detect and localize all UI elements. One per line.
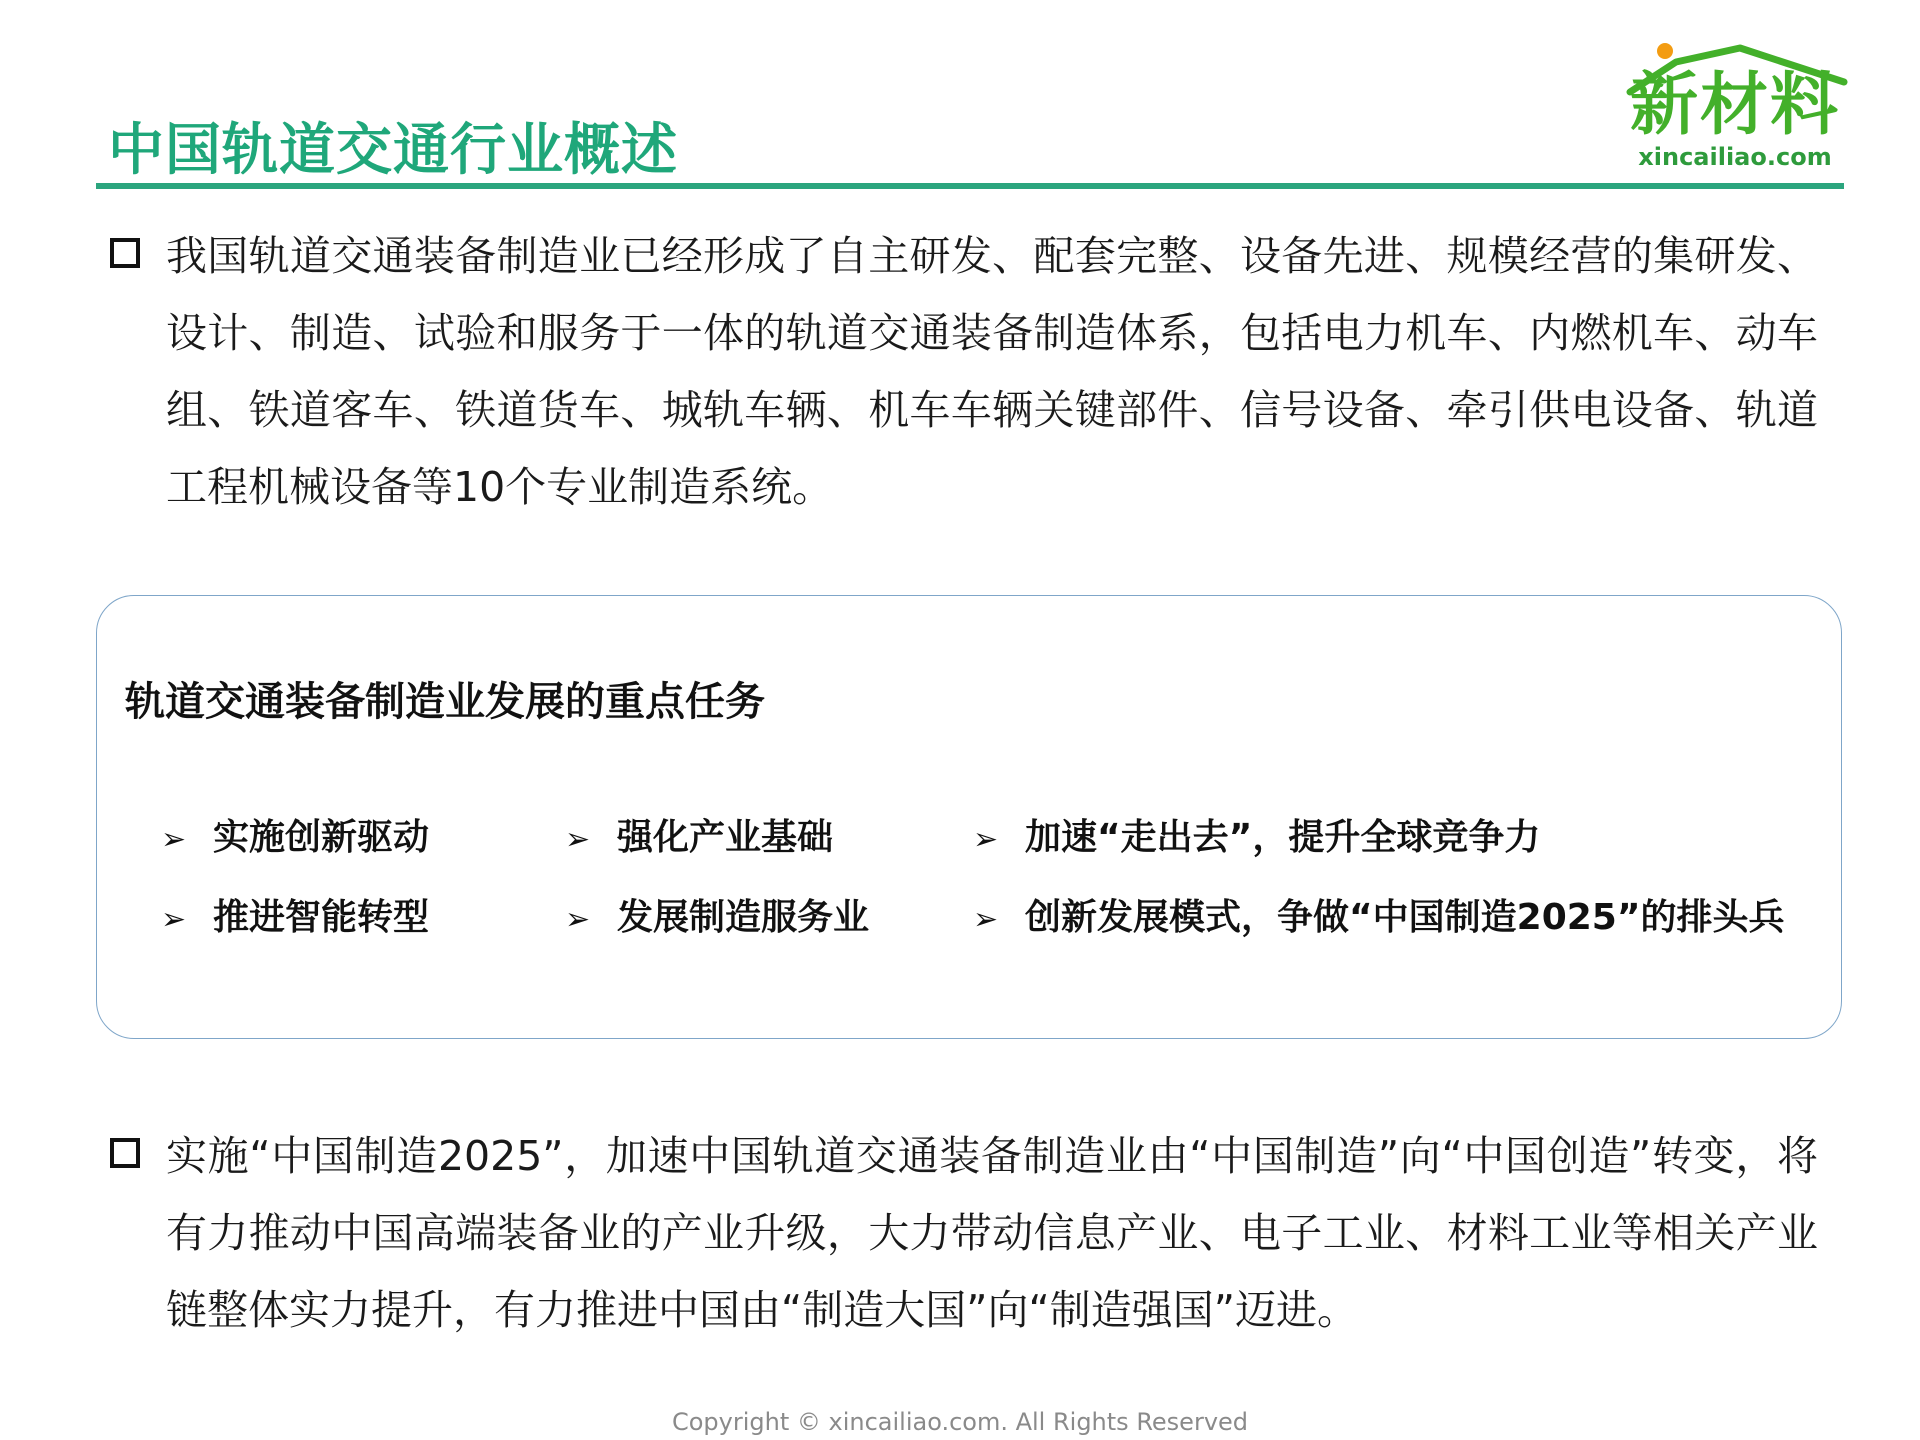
task-item (973, 896, 1785, 942)
task-item (161, 896, 429, 942)
copyright-footer: Copyright © xincailiao.com. All Rights Reserved (671, 1408, 1249, 1436)
square-bullet-icon (110, 238, 140, 268)
paragraph-text: 实施“中国制造2025”，加速中国轨道交通装备制造业由“中国制造”向“中国创造”转变，将有力推动中国高端装备业的产业升级，大力带动信息产业、电子工业、材料工业等相关产业链整体实力提升，有力推进中国由“制造大国”向“制造强国”迈进。 (166, 1132, 1818, 1334)
task-label: 加速“走出去”，提升全球竞争力 (1025, 817, 1541, 858)
task-label: 发展制造服务业 (617, 897, 870, 938)
panel-heading: 轨道交通装备制造业发展的重点任务 (125, 679, 765, 725)
arrowhead-right-icon: ➢ (565, 902, 591, 937)
task-label: 创新发展模式，争做“中国制造2025”的排头兵 (1025, 897, 1785, 938)
logo-sun-icon (1657, 43, 1673, 59)
task-item (973, 816, 1540, 862)
paragraph-1 (108, 218, 1818, 526)
arrowhead-right-icon: ➢ (565, 822, 591, 857)
arrowhead-right-icon: ➢ (973, 902, 999, 937)
key-tasks-panel (96, 595, 1842, 1039)
task-item (161, 816, 429, 862)
logo-url: xincailiao.com (1638, 143, 1832, 171)
task-label: 强化产业基础 (617, 817, 834, 858)
paragraph-text: 我国轨道交通装备制造业已经形成了自主研发、配套完整、设备先进、规模经营的集研发、设计、制造、试验和服务于一体的轨道交通装备制造体系，包括电力机车、内燃机车、动车组、铁道客车、铁道货车、城轨车辆、机车车辆关键部件、信号设备、牵引供电设备、轨道工程机械设备等10个专业制造系统。 (166, 232, 1818, 511)
logo-wordmark: 新材料 (1629, 66, 1840, 145)
task-item (565, 896, 869, 942)
brand-logo[interactable] (1620, 40, 1850, 170)
square-bullet-icon (110, 1138, 140, 1168)
arrowhead-right-icon: ➢ (973, 822, 999, 857)
page-title: 中国轨道交通行业概述 (108, 118, 678, 183)
paragraph-2 (108, 1118, 1818, 1349)
task-label: 推进智能转型 (213, 897, 430, 938)
arrowhead-right-icon: ➢ (161, 822, 187, 857)
arrowhead-right-icon: ➢ (161, 902, 187, 937)
task-label: 实施创新驱动 (213, 817, 430, 858)
title-divider (96, 183, 1844, 189)
task-item (565, 816, 833, 862)
